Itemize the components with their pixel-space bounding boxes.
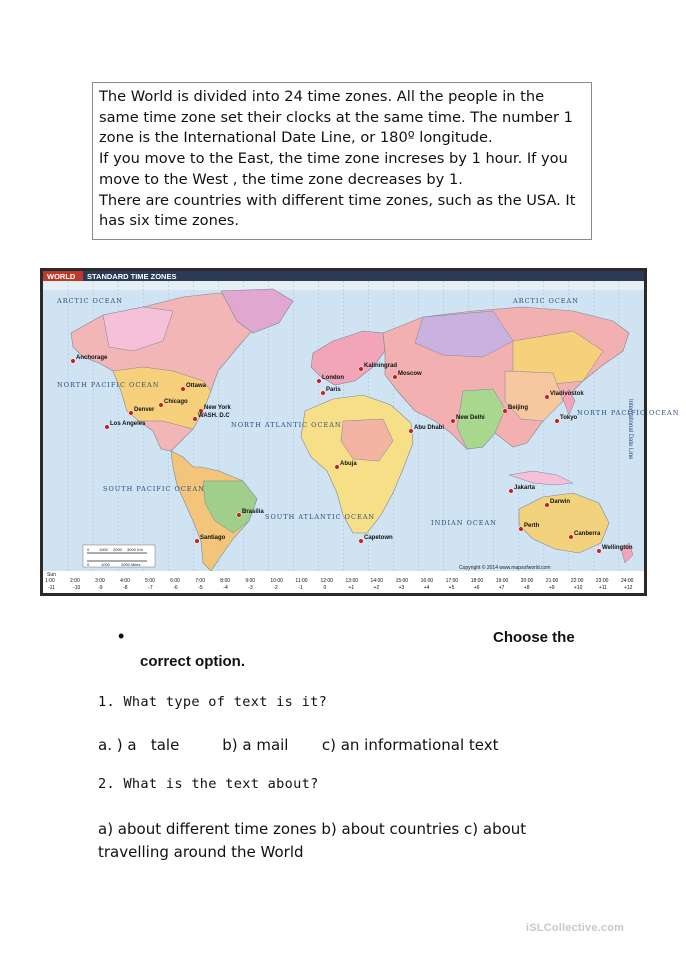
time-cell-time: 14:00 xyxy=(370,578,384,584)
north-atlantic-label: NORTH ATLANTIC OCEAN xyxy=(231,421,342,429)
time-cell-time: 24:00 xyxy=(620,578,634,584)
time-cell-offset: -6 xyxy=(173,585,178,591)
time-cell-offset: +5 xyxy=(448,585,455,591)
time-cell-offset: -7 xyxy=(148,585,153,591)
time-cell-offset: -10 xyxy=(73,585,81,591)
south-atlantic-label: SOUTH ATLANTIC OCEAN xyxy=(265,513,376,521)
time-cell-time: 21:00 xyxy=(545,578,559,584)
city-dot xyxy=(393,375,398,380)
time-cell-time: 16:00 xyxy=(420,578,434,584)
time-cell-offset: +12 xyxy=(623,585,633,591)
time-cell-offset: 0 xyxy=(323,585,327,591)
time-cell-time: 5:00 xyxy=(145,578,155,584)
city-dot xyxy=(409,429,414,434)
city-dot xyxy=(545,503,550,508)
city-dot xyxy=(237,513,242,518)
time-cell-time: 23:00 xyxy=(595,578,609,584)
time-cell-time: 22:00 xyxy=(570,578,584,584)
date-line-label: International Date Line xyxy=(627,399,633,460)
city-dot xyxy=(335,465,340,470)
city-label: Los Angeles xyxy=(110,421,146,427)
city-dot xyxy=(317,379,322,384)
bullet-point: • xyxy=(118,626,125,646)
question-1: 1. What type of text is it? xyxy=(98,694,328,710)
city-label: Canberra xyxy=(574,531,601,537)
time-cell-offset: +4 xyxy=(423,585,430,591)
time-cell-offset: -8 xyxy=(123,585,128,591)
time-cell-offset: +6 xyxy=(473,585,480,591)
time-cell-offset: +1 xyxy=(348,585,355,591)
city-label: Brasilia xyxy=(242,509,264,515)
time-cell-time: 12:00 xyxy=(320,578,333,584)
time-cell-time: 15:00 xyxy=(395,578,409,584)
time-cell-time: 18:00 xyxy=(470,578,484,584)
north-pacific-left-label: NORTH PACIFIC OCEAN xyxy=(57,381,160,389)
time-cell-offset: -3 xyxy=(248,585,253,591)
city-label: Perth xyxy=(524,523,540,529)
map-scale xyxy=(83,545,155,567)
time-cell-time: 20:00 xyxy=(520,578,534,584)
time-cell-offset: -2 xyxy=(273,585,278,591)
city-label: Vladivostok xyxy=(550,391,584,397)
city-label: London xyxy=(322,375,344,381)
city-label: Paris xyxy=(326,387,341,393)
question-1-options: a. ) a tale b) a mail c) an informational text xyxy=(98,736,499,754)
time-cell-offset: +2 xyxy=(373,585,380,591)
city-label: Anchorage xyxy=(76,355,108,361)
arctic-ocean-right-label: ARCTIC OCEAN xyxy=(513,297,579,305)
time-cell-offset: -4 xyxy=(223,585,228,591)
time-cell-time: 8:00 xyxy=(220,578,231,584)
city-dot xyxy=(359,539,364,544)
time-cell-time: 6:00 xyxy=(170,578,180,584)
time-cell-offset: -9 xyxy=(98,585,103,591)
time-cell-offset: -1 xyxy=(298,585,303,591)
city-dot xyxy=(519,527,524,532)
arctic-ocean-left-label: ARCTIC OCEAN xyxy=(57,297,123,305)
city-label: Abu Dhabi xyxy=(414,425,444,431)
scale-km-3000: 3000 Km xyxy=(127,547,144,552)
city-dot xyxy=(359,367,364,372)
time-cell-time: 11:00 xyxy=(295,578,308,584)
scale-mi-1000: 1000 xyxy=(101,562,110,567)
city-dot xyxy=(159,403,164,408)
time-cell-time: 19:00 xyxy=(495,578,509,584)
city-label: Chicago xyxy=(164,399,188,405)
scale-mi-0: 0 xyxy=(87,562,90,567)
city-label: Beijing xyxy=(508,405,529,411)
map-title-left: WORLD xyxy=(47,272,76,281)
time-cell-offset: +9 xyxy=(548,585,555,591)
time-cell-time: 9:00 xyxy=(245,578,256,584)
watermark: iSLCollective.com xyxy=(526,922,625,934)
city-label: Denver xyxy=(134,407,155,413)
indian-ocean-label: INDIAN OCEAN xyxy=(431,519,497,527)
world-time-zone-map xyxy=(40,268,680,596)
time-cell-time: 2:00 xyxy=(70,578,80,584)
instruction-line-2: correct option. xyxy=(140,653,246,670)
city-dot xyxy=(321,391,326,396)
time-cell-time: 17:00 xyxy=(445,578,459,584)
city-label: Tokyo xyxy=(560,415,578,421)
city-label: Moscow xyxy=(398,371,422,377)
time-cell-offset: +3 xyxy=(398,585,405,591)
time-cell-offset: +8 xyxy=(523,585,530,591)
city-label: Wellington xyxy=(602,545,633,551)
map-copyright: Copyright © 2014 www.mapsofworld.com xyxy=(459,565,551,571)
city-label: Kaliningrad xyxy=(364,363,398,369)
city-dot xyxy=(597,549,602,554)
city-dot xyxy=(503,409,508,414)
city-label: Santiago xyxy=(200,535,226,541)
city-dot xyxy=(195,539,200,544)
scale-km-1000: 1000 xyxy=(99,547,108,552)
city-label: New Delhi xyxy=(456,415,485,421)
scale-mi-2000: 2000 Miles xyxy=(121,562,141,567)
time-cell-offset: +11 xyxy=(598,585,608,591)
time-cell-time: 3:00 xyxy=(95,578,105,584)
time-cell-offset: +10 xyxy=(573,585,583,591)
city-dot xyxy=(105,425,110,430)
city-label: Abuja xyxy=(340,461,357,467)
city-dot xyxy=(545,395,550,400)
time-cell-time: 1:00 xyxy=(45,578,55,584)
sun-label-left: Sun xyxy=(47,572,56,578)
time-cell-time: 13:00 xyxy=(345,578,359,584)
time-cell-offset: -11 xyxy=(48,585,55,591)
time-cell-offset: -5 xyxy=(198,585,203,591)
city-dot xyxy=(569,535,574,540)
question-2: 2. What is the text about? xyxy=(98,776,319,792)
city-label: Jakarta xyxy=(514,485,536,491)
city-dot xyxy=(129,411,134,416)
city-dot xyxy=(555,419,560,424)
city-label: Ottawa xyxy=(186,383,207,389)
intro-paragraph-2: If you move to the East, the time zone increses by 1 hour. If you move to the West , the time zone decreases by 1. xyxy=(99,150,568,188)
time-cell-time: 7:00 xyxy=(195,578,205,584)
map-title-right: STANDARD TIME ZONES xyxy=(87,272,177,281)
city-dot xyxy=(509,489,514,494)
map-canvas xyxy=(43,271,680,593)
city-dot xyxy=(71,359,76,364)
intro-paragraph-3: There are countries with different time zones, such as the USA. It has six time zones. xyxy=(99,191,576,230)
city-label: Capetown xyxy=(364,535,393,541)
intro-text-box xyxy=(92,82,592,240)
city-dot xyxy=(193,417,198,422)
south-pacific-label: SOUTH PACIFIC OCEAN xyxy=(103,485,205,493)
city-label: New York xyxy=(204,405,231,411)
city-dot xyxy=(451,419,456,424)
city-label: Darwin xyxy=(550,499,571,505)
city-dot xyxy=(181,387,186,392)
time-cell-time: 10:00 xyxy=(270,578,283,584)
scale-km-0: 0 xyxy=(87,547,90,552)
instruction-line-1: Choose the xyxy=(493,629,575,646)
time-cell-offset: +7 xyxy=(498,585,505,591)
time-cell-time: 4:00 xyxy=(120,578,130,584)
intro-paragraph-1: The World is divided into 24 time zones. All the people in the same time zone set their clocks at the same time. The number 1 zone is the International Date Line, or 180º longitude. xyxy=(99,88,573,147)
city-label: WASH. D.C xyxy=(198,413,230,419)
question-2-options: a) about different time zones b) about countries c) about travelling around the World xyxy=(98,820,527,861)
north-pacific-right-label: NORTH PACIFIC OCEAN xyxy=(577,409,680,417)
scale-km-2000: 2000 xyxy=(113,547,122,552)
